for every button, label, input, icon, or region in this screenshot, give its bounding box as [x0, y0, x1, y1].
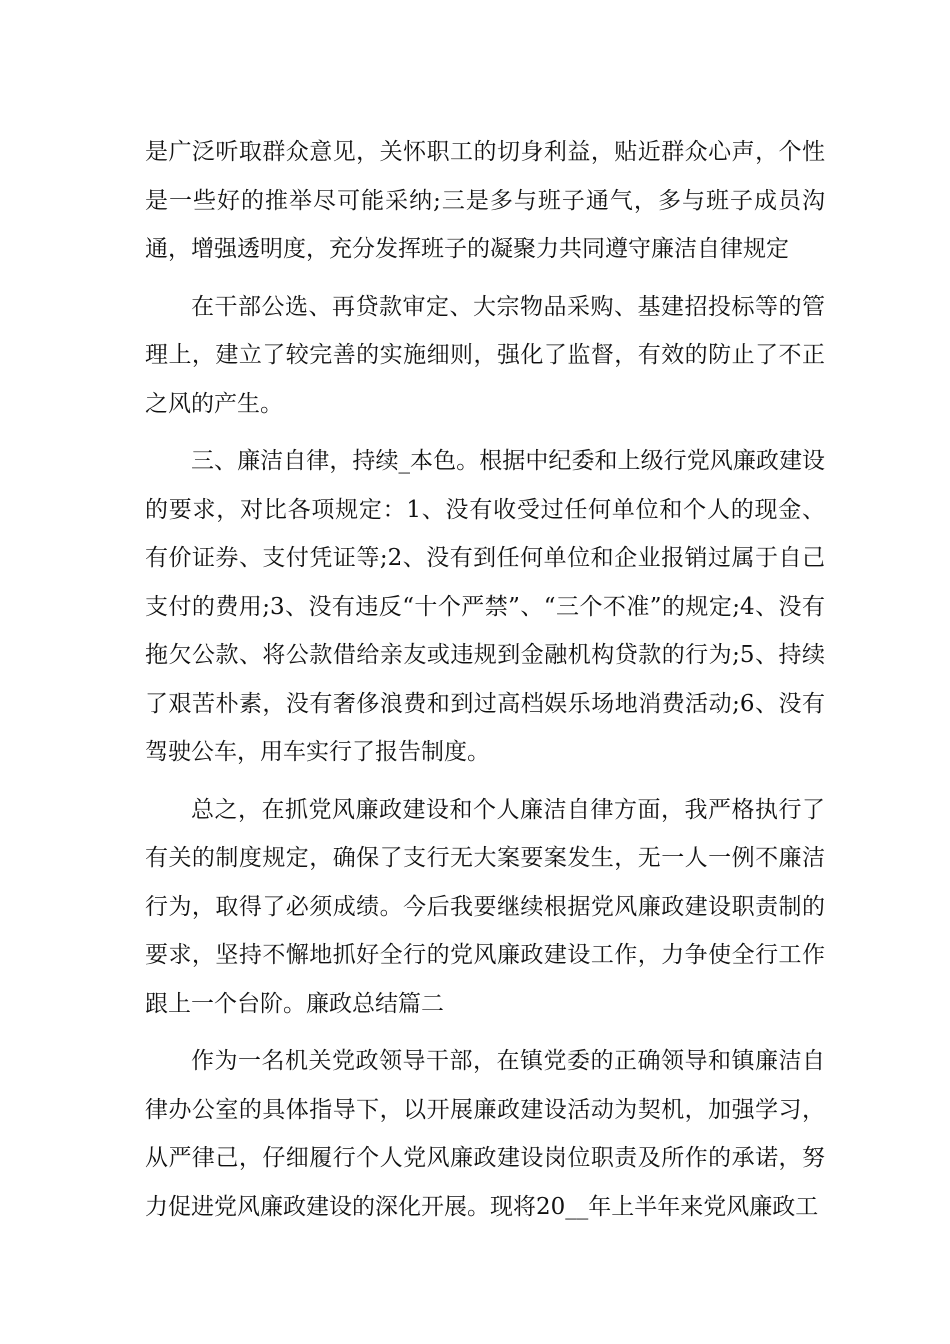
document-body	[145, 128, 825, 1231]
paragraph-procurement-rules: 在干部公选、再贷款审定、大宗物品采购、基建招投标等的管理上，建立了较完善的实施细则，强化了监督，有效的防止了不正之风的产生。	[145, 293, 825, 417]
paragraph-continuation: 是广泛听取群众意见，关怀职工的切身利益，贴近群众心声，个性是一些好的推举尽可能采纳;三是多与班子通气，多与班子成员沟通，增强透明度，充分发挥班子的凝聚力共同遵守廉洁自律规定	[145, 139, 825, 262]
paragraph-self-discipline: 三、廉洁自律，持续_本色。根据中纪委和上级行党风廉政建设的要求，对比各项规定：1、没有收受过任何单位和个人的现金、有价证券、支付凭证等;2、没有到任何单位和企业报销过属于自己支付的费用;3、没有违反“十个严禁”、“三个不准”的规定;4、没有拖欠公款、将公款借给亲友或违规到金融机构贷款的行为;5、持续了艰苦朴素，没有奢侈浪费和到过高档娱乐场地消费活动;6、没有驾驶公车，用车实行了报告制度。	[145, 448, 825, 765]
paragraph-part-two-intro: 作为一名机关党政领导干部，在镇党委的正确领导和镇廉洁自律办公室的具体指导下，以开展廉政建设活动为契机，加强学习，从严律己，仔细履行个人党风廉政建设岗位职责及所作的承诺，努力促进党风廉政建设的深化开展。现将20__年上半年来党风廉政工	[145, 1048, 825, 1220]
paragraph-summary: 总之，在抓党风廉政建设和个人廉洁自律方面，我严格执行了有关的制度规定，确保了支行无大案要案发生，无一人一例不廉洁行为，取得了必须成绩。今后我要继续根据党风廉政建设职责制的要求，坚持不懈地抓好全行的党风廉政建设工作，力争使全行工作跟上一个台阶。廉政总结篇二	[145, 796, 825, 1017]
